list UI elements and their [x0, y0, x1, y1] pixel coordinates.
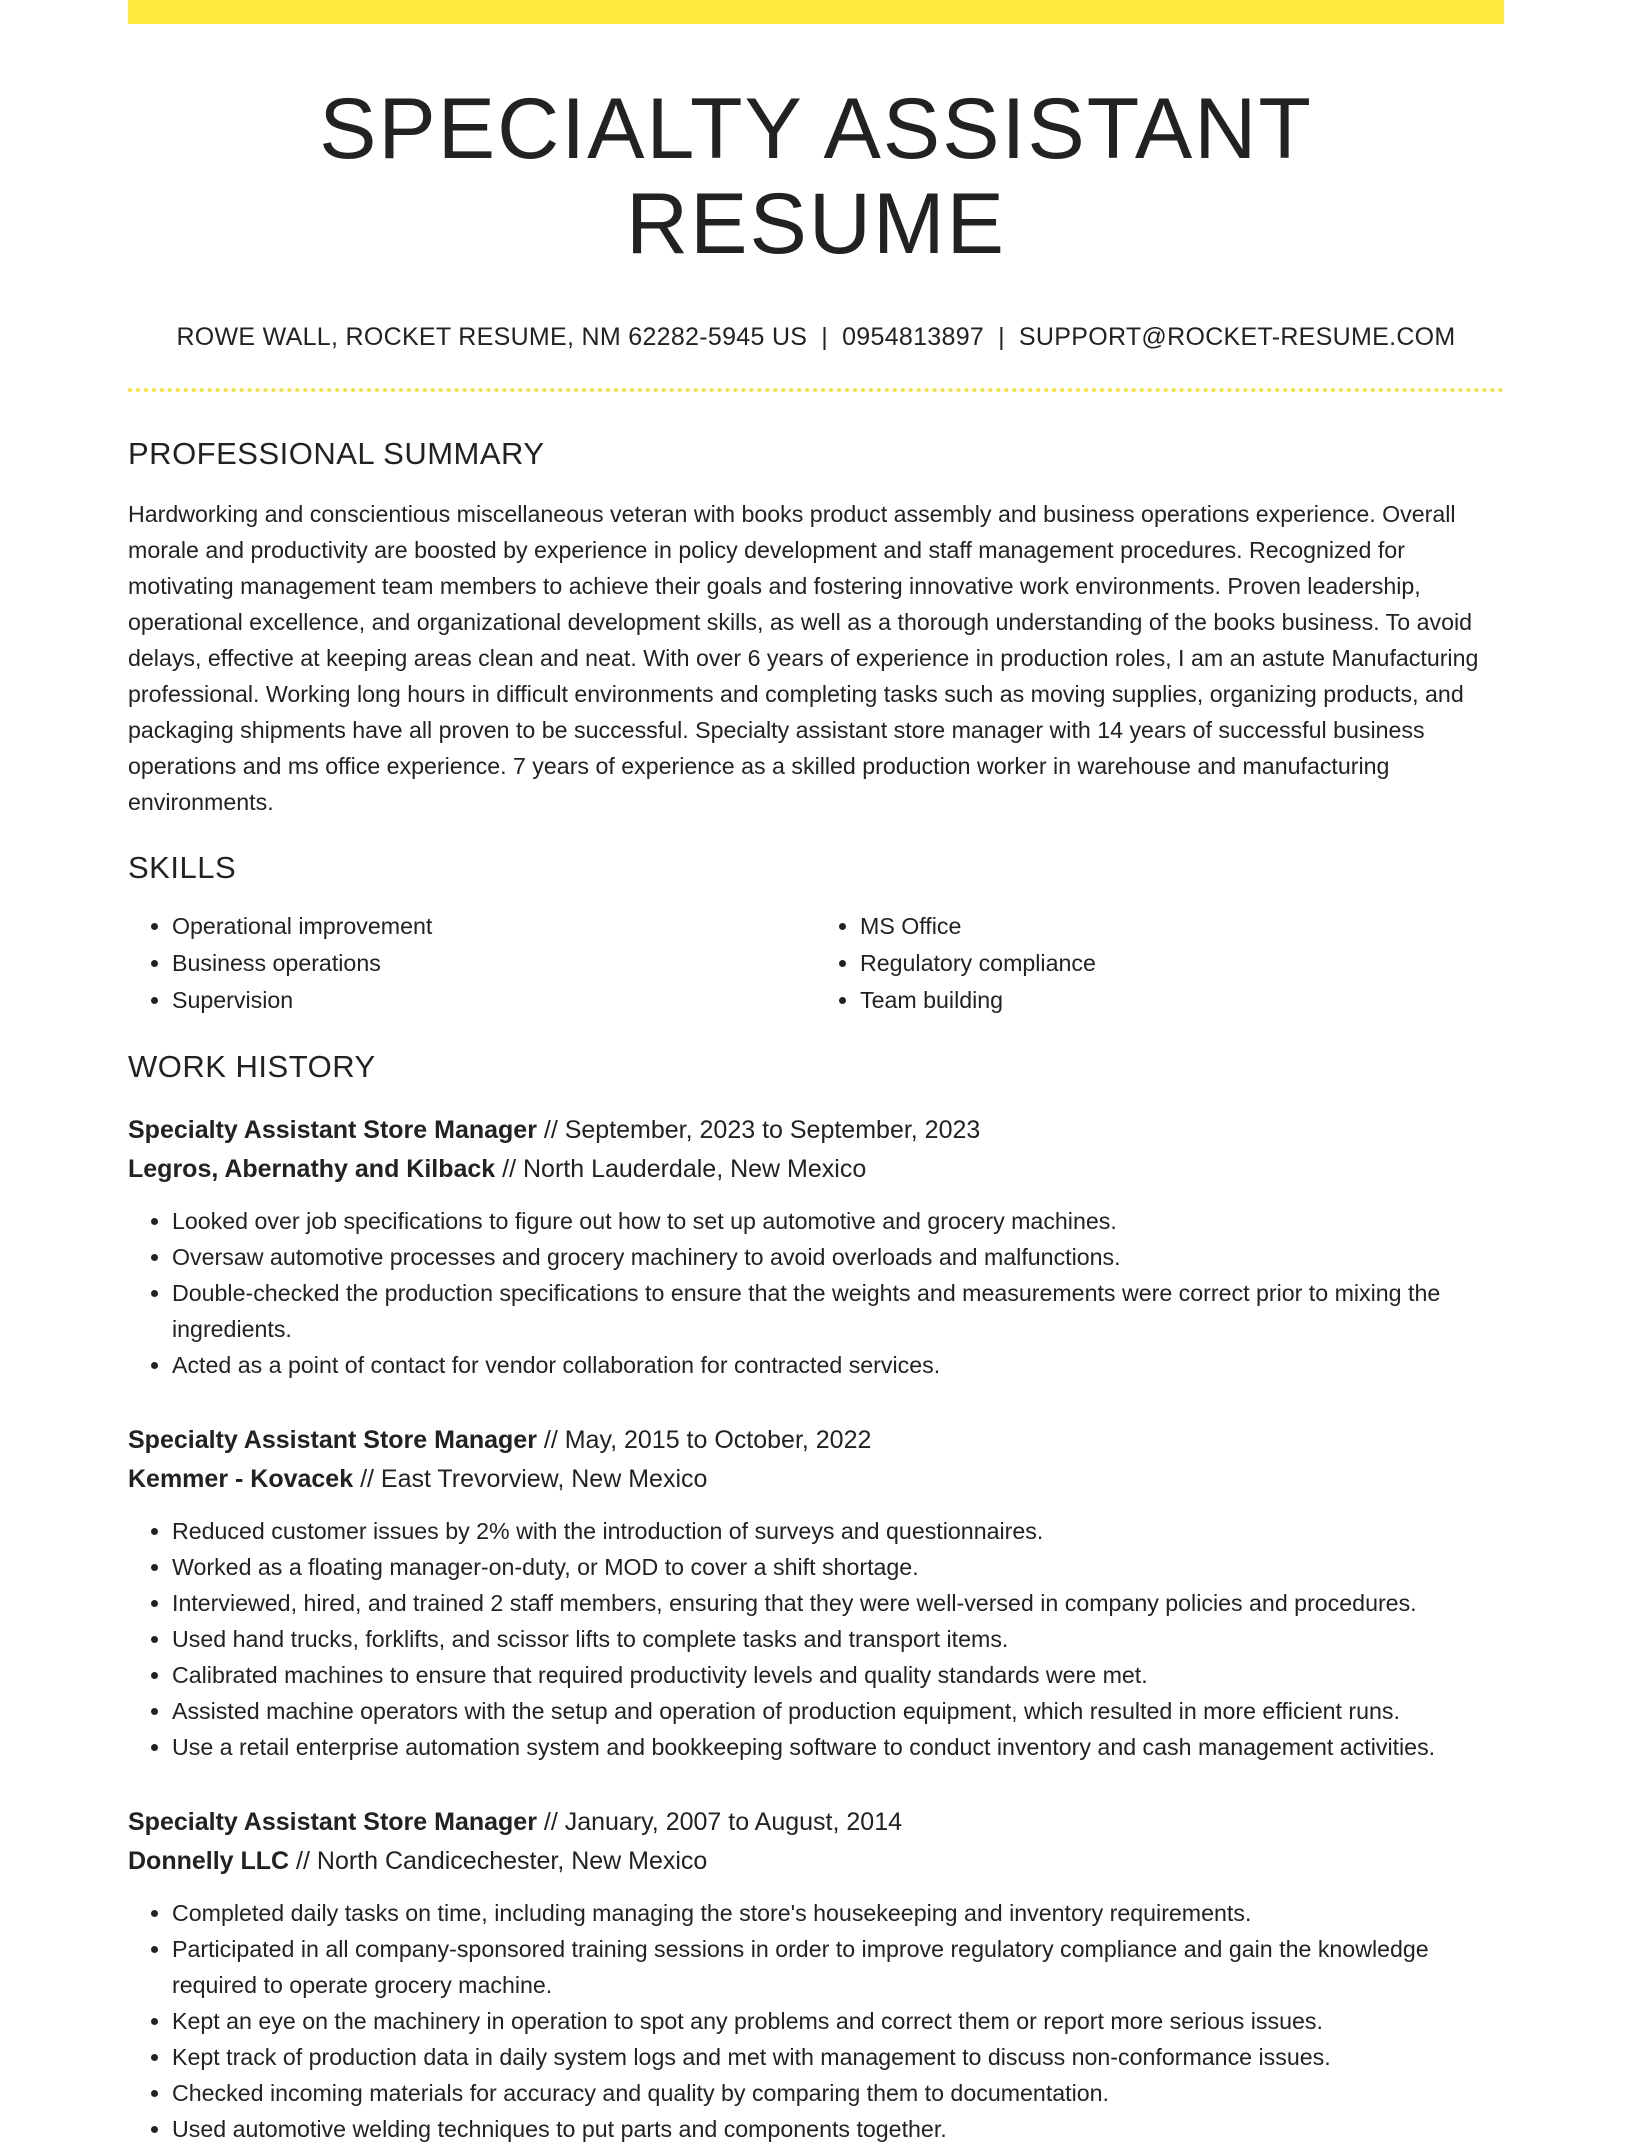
job-bullet: • Kept track of production data in daily system logs and met with management to discuss non-conformance issues. [172, 2039, 1504, 2075]
job-bullet: • Calibrated machines to ensure that required productivity levels and quality standards were met. [172, 1657, 1504, 1693]
resume-page [128, 0, 1504, 2147]
job-bullet: • Assisted machine operators with the setup and operation of production equipment, which resulted in more efficient runs. [172, 1693, 1504, 1729]
contact-email[interactable]: SUPPORT@ROCKET-RESUME.COM [1018, 323, 1456, 352]
job-title-line [128, 1111, 1504, 1150]
job-bullet: • Reduced customer issues by 2% with the introduction of surveys and questionnaires. [172, 1513, 1504, 1549]
job-entry [128, 1111, 1504, 1383]
contact-line [128, 323, 1504, 352]
job-bullet: • Kept an eye on the machinery in operation to spot any problems and correct them or report more serious issues. [172, 2003, 1504, 2039]
skills-list [128, 908, 1504, 1019]
job-company: Kemmer - Kovacek [128, 1465, 354, 1494]
job-title: Specialty Assistant Store Manager [128, 1808, 537, 1837]
job-company: Donnelly LLC [128, 1847, 290, 1876]
job-company: Legros, Abernathy and Kilback [128, 1155, 496, 1184]
job-entry [128, 1421, 1504, 1765]
job-company-line [128, 1460, 1504, 1499]
job-dates: // September, 2023 to September, 2023 [536, 1116, 981, 1145]
job-bullet: • Completed daily tasks on time, including managing the store's housekeeping and inventory requirements. [172, 1895, 1504, 1931]
resume-title: SPECIALTY ASSISTANT RESUME [319, 81, 1313, 272]
skills-column-left [128, 908, 816, 1019]
skill-item: • Operational improvement [172, 908, 816, 945]
job-bullet: • Checked incoming materials for accuracy and quality by comparing them to documentation. [172, 2075, 1504, 2111]
job-dates: // January, 2007 to August, 2014 [536, 1808, 903, 1837]
skill-item: • MS Office [860, 908, 1504, 945]
accent-bar [128, 0, 1504, 24]
job-company-line [128, 1842, 1504, 1881]
job-title: Specialty Assistant Store Manager [128, 1116, 537, 1145]
skill-item: • Supervision [172, 982, 816, 1019]
summary-heading: PROFESSIONAL SUMMARY [128, 436, 545, 472]
job-title-line [128, 1803, 1504, 1842]
contact-separator: | [821, 323, 829, 352]
job-bullet: • Looked over job specifications to figure out how to set up automotive and grocery machines. [172, 1203, 1504, 1239]
work-history-heading: WORK HISTORY [128, 1049, 376, 1085]
job-location: // North Candicechester, New Mexico [289, 1847, 708, 1876]
job-title-line [128, 1421, 1504, 1460]
contact-separator: | [998, 323, 1005, 352]
skill-item: • Regulatory compliance [860, 945, 1504, 982]
skill-item: • Business operations [172, 945, 816, 982]
job-bullet: • Used hand trucks, forklifts, and scissor lifts to complete tasks and transport items. [172, 1621, 1504, 1657]
job-bullets [128, 1513, 1504, 1765]
job-entry [128, 1803, 1504, 2147]
job-bullet: • Participated in all company-sponsored training sessions in order to improve regulatory compliance and gain the knowledge required to operate grocery machine. [172, 1931, 1504, 2003]
skills-column-right [816, 908, 1504, 1019]
work-history-list [128, 1111, 1504, 2147]
job-bullet: • Worked as a floating manager-on-duty, or MOD to cover a shift shortage. [172, 1549, 1504, 1585]
job-bullets [128, 1203, 1504, 1383]
job-bullet: • Interviewed, hired, and trained 2 staff members, ensuring that they were well-versed in company policies and procedures. [172, 1585, 1504, 1621]
contact-address: ROWE WALL, ROCKET RESUME, NM 62282-5945 US [176, 323, 808, 352]
skills-heading: SKILLS [128, 850, 237, 886]
dotted-divider [128, 388, 1504, 392]
job-title: Specialty Assistant Store Manager [128, 1426, 537, 1455]
skill-item: • Team building [860, 982, 1504, 1019]
job-bullet: • Use a retail enterprise automation system and bookkeeping software to conduct inventory and cash management activities. [172, 1729, 1504, 1765]
job-bullet: • Double-checked the production specifications to ensure that the weights and measurements were correct prior to mixing the ingredients. [172, 1275, 1504, 1347]
job-bullets [128, 1895, 1504, 2147]
job-bullet: • Used automotive welding techniques to put parts and components together. [172, 2111, 1504, 2147]
job-bullet: • Oversaw automotive processes and grocery machinery to avoid overloads and malfunctions. [172, 1239, 1504, 1275]
job-location: // East Trevorview, New Mexico [353, 1465, 708, 1494]
job-location: // North Lauderdale, New Mexico [495, 1155, 867, 1184]
job-company-line [128, 1150, 1504, 1189]
summary-text: Hardworking and conscientious miscellaneous veteran with books product assembly and business operations experience. Overall morale and productivity are boosted by experience in policy development and staff management procedures. Recognized for motivating management team members to achieve their goals and fostering innovative work environments. Proven leadership, operational excellence, and organizational development skills, as well as a thorough understanding of the books business. To avoid delays, effective at keeping areas clean and neat. With over 6 years of experience in production roles, I am an astute Manufacturing professional. Working long hours in difficult environments and completing tasks such as moving supplies, organizing products, and packaging shipments have all proven to be successful. Specialty assistant store manager with 14 years of successful business operations and ms office experience. 7 years of experience as a skilled production worker in warehouse and manufacturing environments. [128, 501, 1479, 816]
job-dates: // May, 2015 to October, 2022 [536, 1426, 872, 1455]
job-bullet: • Acted as a point of contact for vendor collaboration for contracted services. [172, 1347, 1504, 1383]
contact-phone: 0954813897 [842, 323, 985, 352]
